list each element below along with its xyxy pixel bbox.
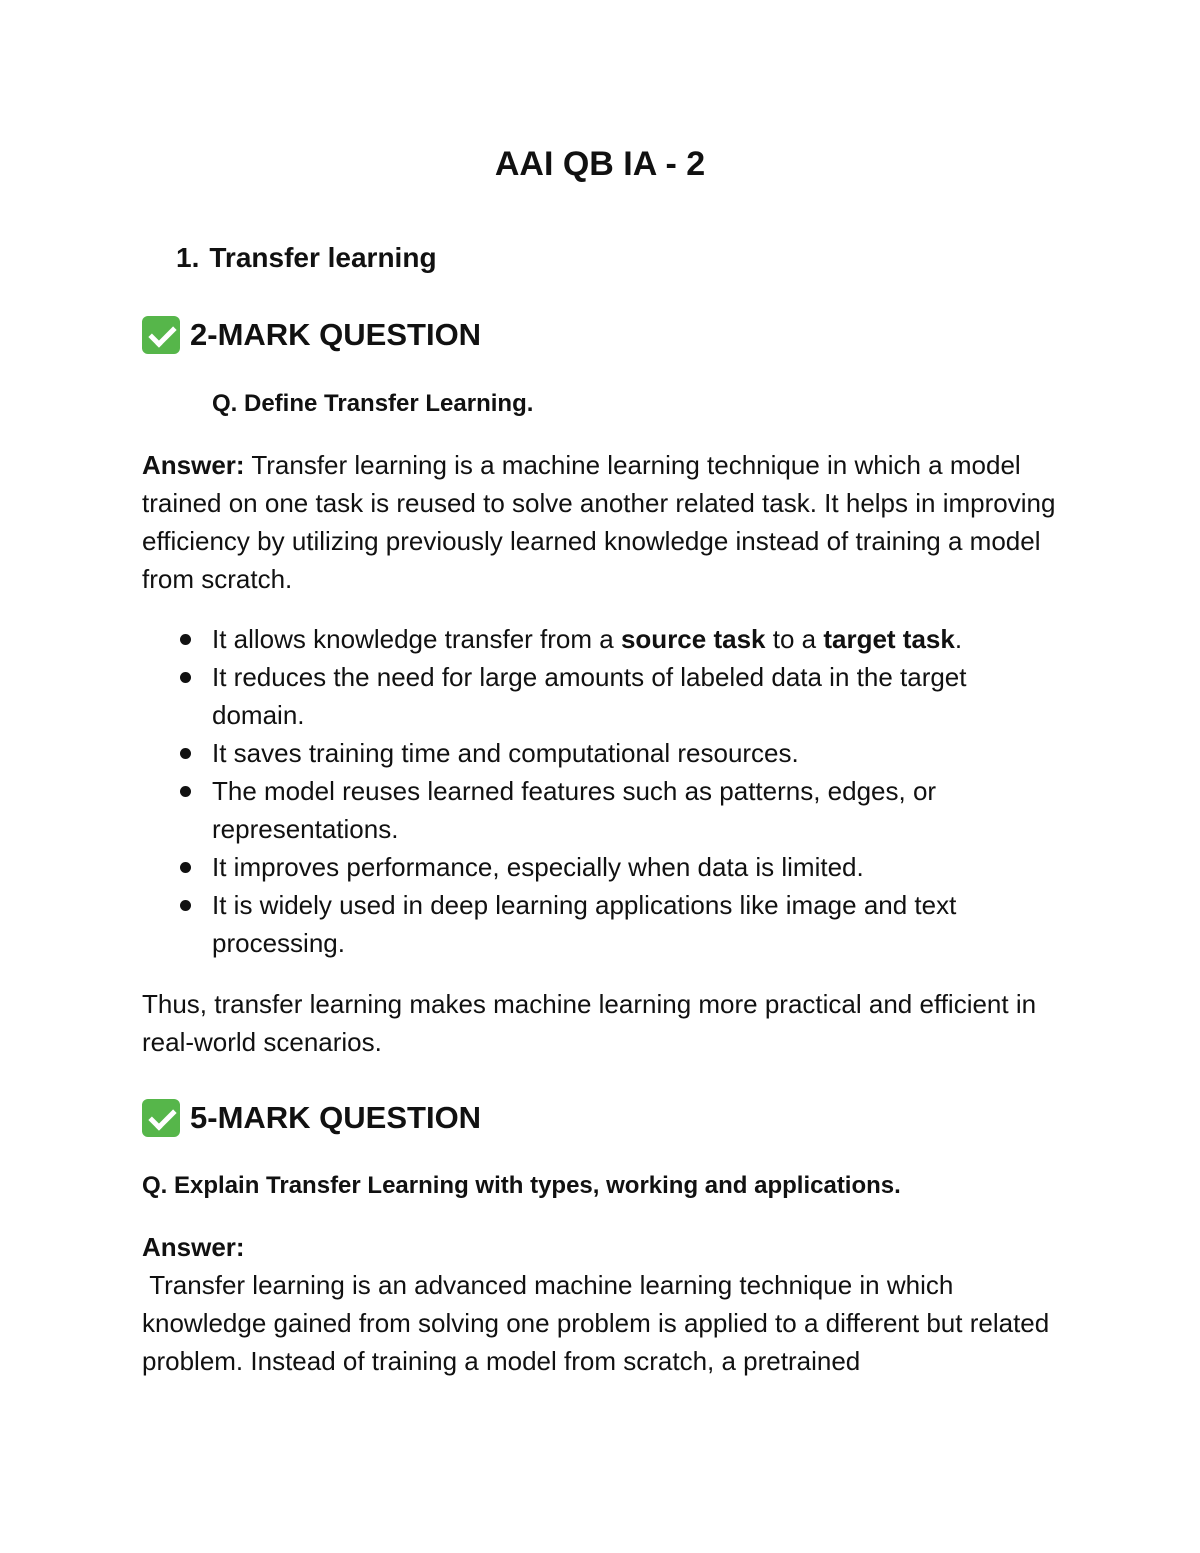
five-mark-heading-text: 5-MARK QUESTION [190,1100,482,1135]
two-mark-question: Q. Define Transfer Learning. [212,390,534,417]
two-mark-heading [142,313,481,357]
bullet-bold-text: source task [620,624,766,654]
bullet-dot [180,786,191,797]
five-mark-heading [142,1096,481,1140]
document-title: AAI QB IA - 2 [494,145,706,183]
list-item [142,734,1042,772]
two-mark-answer [142,446,1072,598]
bullet-text: It saves training time and computational resources. [212,738,799,768]
list-item [142,772,1042,848]
bullet-dot [180,748,191,759]
bullet-text: The model reuses learned features such as patterns, edges, or representations. [212,776,937,844]
check-mark-icon [142,1099,180,1137]
check-mark-icon [142,316,180,354]
bullet-text: to a [765,624,824,654]
list-item [142,658,1042,734]
topic-text: Transfer learning [209,242,437,273]
answer-text: Transfer learning is a machine learning technique in which a model trained on one task is reused to solve another related task. It helps in improving efficiency by utilizing previously learned knowledge instead of training a model from scratch. [142,450,1056,594]
bullet-text: It is widely used in deep learning applications like image and text processing. [212,890,957,958]
two-mark-bullet-list [142,620,1042,962]
two-mark-heading-text: 2-MARK QUESTION [190,317,482,352]
list-item [142,620,1042,658]
answer-label: Answer: [142,1232,245,1262]
five-mark-question: Q. Explain Transfer Learning with types, working and applications. [142,1172,901,1199]
list-item [142,848,1042,886]
two-mark-conclusion: Thus, transfer learning makes machine learning more practical and efficient in real-world scenarios. [142,989,1037,1057]
topic-heading [176,238,437,278]
bullet-dot [180,634,191,645]
bullet-dot [180,672,191,683]
bullet-text: It allows knowledge transfer from a [212,624,621,654]
bullet-text: . [954,624,963,654]
topic-number: 1. [176,242,200,273]
bullet-bold-text: target task [823,624,955,654]
bullet-dot [180,862,191,873]
five-mark-answer: Transfer learning is an advanced machine learning technique in which knowledge gained from solving one problem is applied to a different but related problem. Instead of training a model from scratch, a pretrained [142,1270,1057,1376]
list-item [142,886,1042,962]
bullet-dot [180,900,191,911]
bullet-text: It reduces the need for large amounts of labeled data in the target domain. [212,662,967,730]
bullet-text: It improves performance, especially when data is limited. [212,852,864,882]
five-mark-answer-label-line [142,1228,1072,1266]
answer-label: Answer: [142,450,245,480]
